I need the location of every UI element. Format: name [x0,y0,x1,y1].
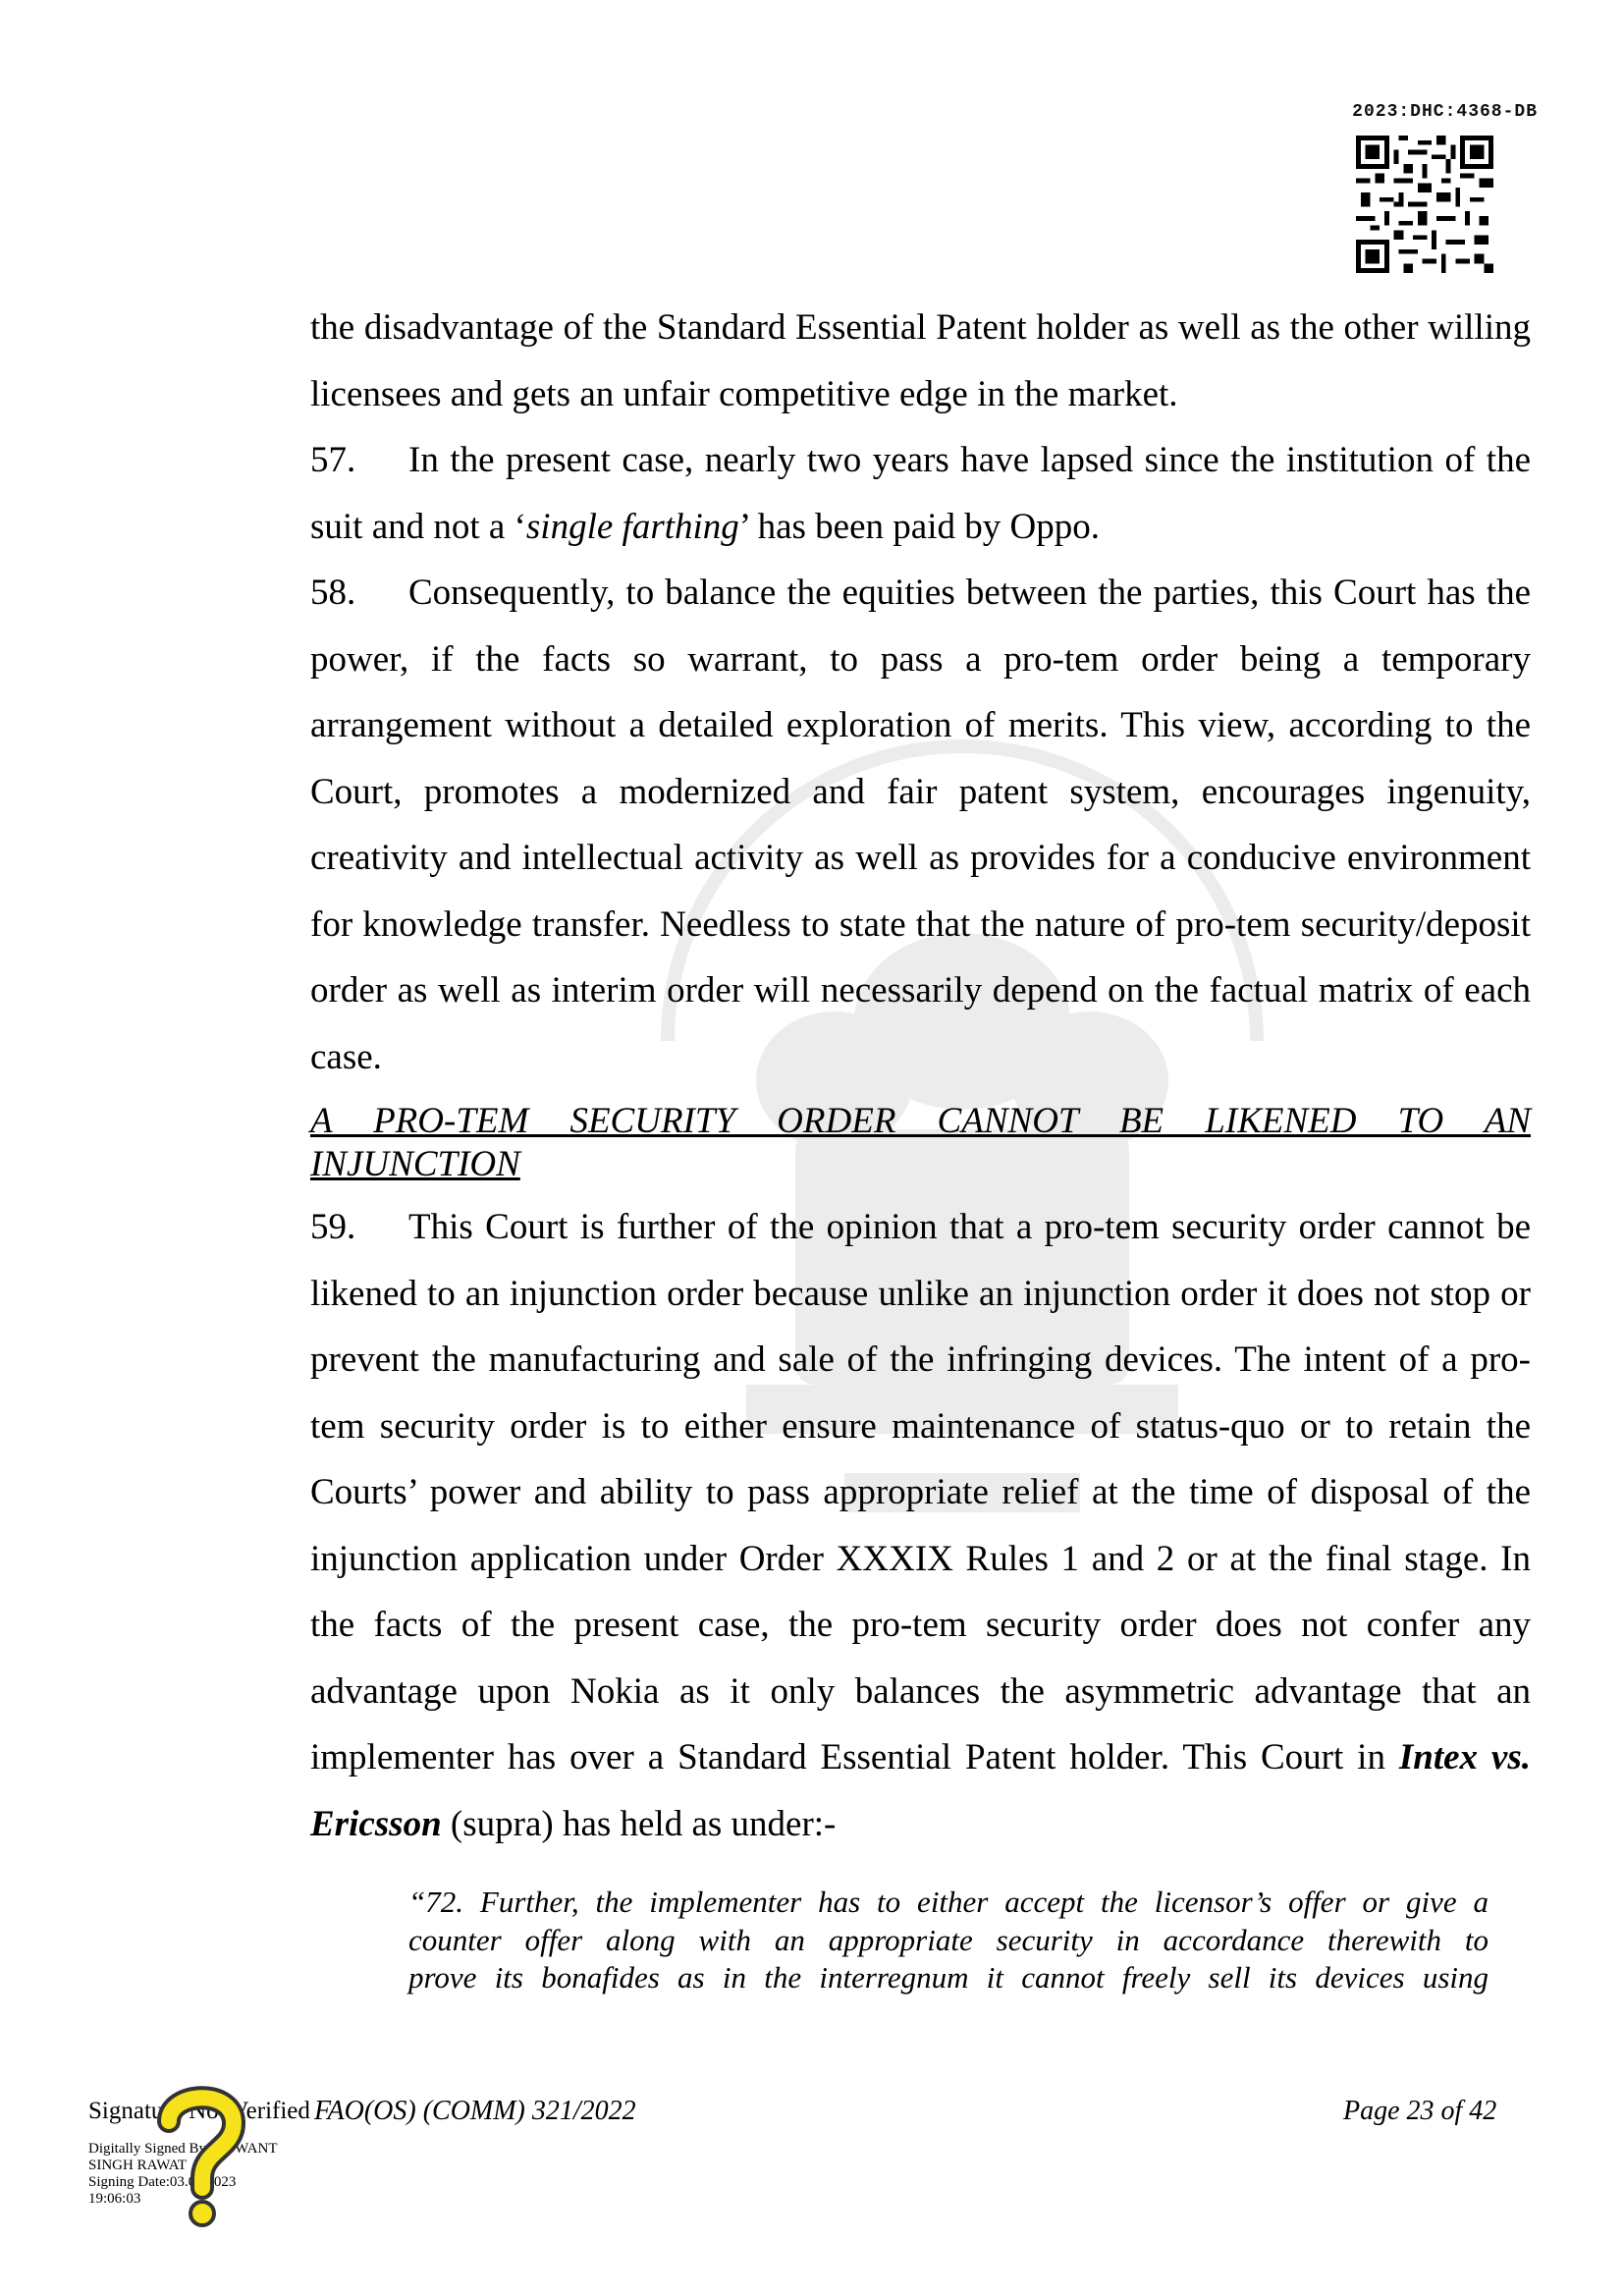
paragraph-text: the disadvantage of the Standard Essential Patent holder as well as the other willing licensees and gets an unfair competitive edge in the market. [310,307,1531,414]
paragraph-58 [310,560,1531,1090]
quote-line: prove its bonafides as in the interregnum it cannot freely sell its devices using [408,1960,1489,1995]
paragraph-number: 59. [310,1207,356,1247]
case-number: FAO(OS) (COMM) 321/2022 [314,2096,636,2126]
section-heading-line-1: A PRO-TEM SECURITY ORDER CANNOT BE LIKENED TO AN [310,1101,1531,1141]
section-heading [310,1100,1531,1186]
paragraph-text: This Court is further of the opinion that a pro-tem security order cannot be likened to an injunction order because unlike an injunction order it does not stop or prevent the manufacturing and sale of the infringing devices. The intent of a pro-tem security order is to either ensure maintenance of status-quo or to retain the Courts’ power and ability to pass appropriate relief at the time of disposal of the injunction application under Order XXXIX Rules 1 and 2 or at the final stage. In the facts of the present case, the pro-tem security order does not confer any advantage upon Nokia as it only balances the asymmetric advantage that an implementer has over a Standard Essential Patent holder. This Court in [310,1207,1531,1777]
paragraph-57 [310,427,1531,560]
signing-time: 19:06:03 [88,2191,141,2207]
quote-line: counter offer along with an appropriate security in accordance therewith to [408,1922,1489,1957]
italic-phrase: single farthing [525,506,739,547]
paragraph-text-end: (supra) has held as under:- [441,1803,837,1844]
quote-line: “72. Further, the implementer has to either accept the licensor’s offer or give a [408,1885,1489,1919]
paragraph-59 [310,1194,1531,1857]
paragraph-text-end: ’ has been paid by Oppo. [738,506,1100,547]
paragraph-number: 58. [310,573,356,613]
paragraph-text: In the present case, nearly two years have lapsed since the institution of the suit and not a ‘ [310,440,1531,547]
page-number: Page 23 of 42 [1343,2096,1497,2126]
paragraph-text: Consequently, to balance the equities between the parties, this Court has the power, if the facts so warrant, to pass a pro-tem order being a temporary arrangement without a detailed exploration of merits. This view, according to the Court, promotes a modernized and fair patent system, encourages ingenuity, creativity and intellectual activity as well as provides for a conducive environment for knowledge transfer. Needless to state that the nature of pro-tem security/deposit order as well as interim order will necessarily depend on the factual matrix of each case. [310,573,1531,1077]
case-name: Intex vs. Ericsson [310,1737,1532,1844]
section-heading-line-2: INJUNCTION [310,1144,520,1184]
signing-date: Signing Date:03.07.2023 [88,2174,237,2190]
document-body [310,295,1531,1857]
signed-by-name: SINGH RAWAT [88,2158,188,2173]
paragraph-continuation [310,295,1531,427]
block-quote [408,1884,1489,1997]
paragraph-number: 57. [310,440,356,480]
qr-code-icon [1355,136,1494,273]
question-mark-icon [157,2082,245,2229]
signed-by-line: Digitally Signed By:JASWANT [88,2141,278,2157]
signature-status: Signature Not Verified [88,2098,310,2124]
neutral-citation: 2023:DHC:4368-DB [1352,102,1538,122]
